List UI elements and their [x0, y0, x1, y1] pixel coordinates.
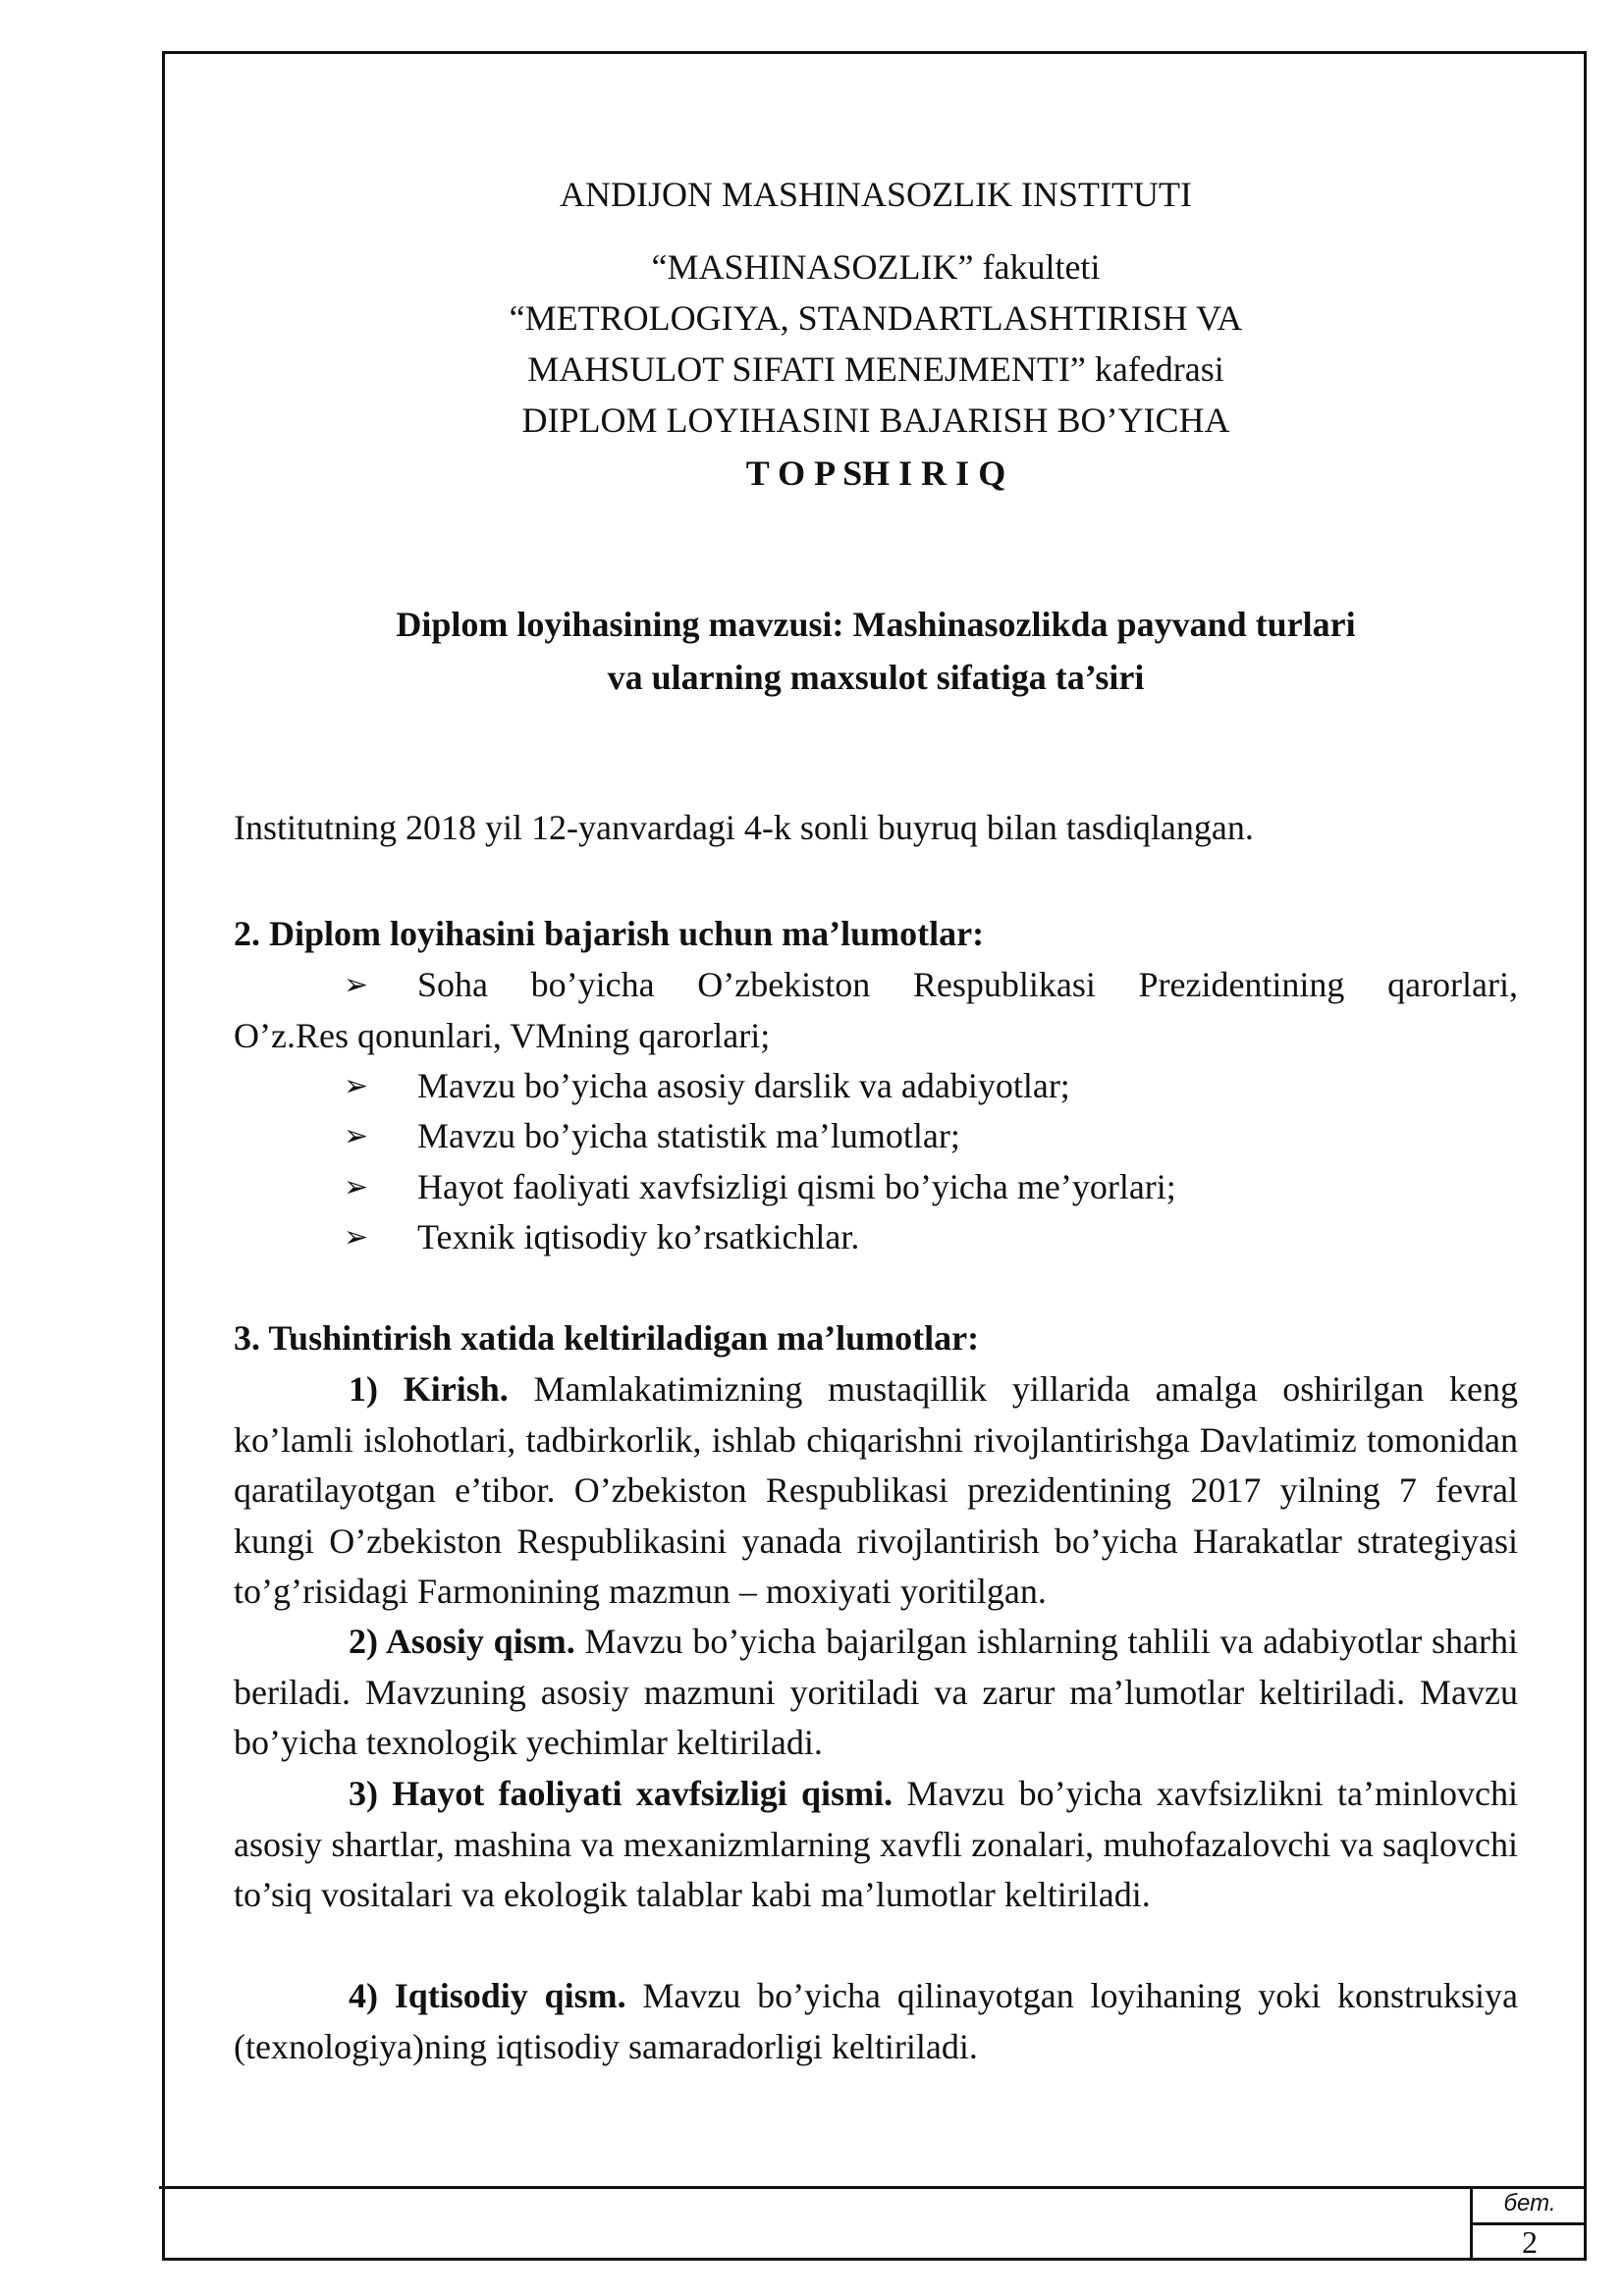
- page-label: бет.: [1503, 2190, 1556, 2216]
- approval-statement: Institutning 2018 yil 12-yanvardagi 4-k sonli buyruq bilan tasdiqlangan.: [234, 808, 1254, 847]
- paragraph-heading: 2) Asosiy qism.: [349, 1622, 575, 1661]
- arrowhead-bullet-icon: ➢: [344, 1069, 369, 1103]
- paragraph-introduction: [234, 1364, 1518, 1618]
- paragraph-heading: 1) Kirish.: [349, 1369, 509, 1409]
- arrowhead-bullet-icon: ➢: [344, 1119, 369, 1153]
- arrowhead-bullet-icon: ➢: [344, 1170, 369, 1204]
- faculty-name: “MASHINASOZLIK” fakulteti: [651, 247, 1101, 287]
- paragraph-text: Mavzu bo’yicha qilinayotgan loyihaning yoki konstruksiya (texnologiya)ning iqtisodiy samaradorligi keltiriladi.: [234, 1976, 1518, 2066]
- topic-line-2: va ularning maxsulot sifatiga ta’siri: [607, 658, 1145, 697]
- list-item-text: Texnik iqtisodiy ko’rsatkichlar.: [417, 1217, 860, 1256]
- arrowhead-bullet-icon: ➢: [344, 968, 369, 1002]
- arrowhead-bullet-icon: ➢: [344, 1220, 369, 1255]
- department-line-1: “METROLOGIYA, STANDARTLASHTIRISH VA: [509, 298, 1243, 338]
- department-line-2: MAHSULOT SIFATI MENEJMENTI” kafedrasi: [527, 349, 1224, 389]
- paragraph-main-part: [234, 1617, 1518, 1769]
- paragraph-text: Mavzu bo’yicha bajarilgan ishlarning tahlili va adabiyotlar sharhi beriladi. Mavzuning asosiy mazmuni yoritiladi va zarur ma’lumotlar keltiriladi. Mavzu bo’yicha texnologik yechimlar keltiriladi.: [234, 1622, 1519, 1762]
- list-item: [344, 1061, 1518, 1112]
- list-item: [344, 1111, 1518, 1162]
- list-item-text-line-1: Soha bo’yicha O’zbekiston Respublikasi Prezidentining qarorlari,: [417, 965, 1518, 1004]
- page-number: 2: [1522, 2224, 1538, 2260]
- paragraph-heading: 3) Hayot faoliyati xavfsizligi qismi.: [349, 1774, 893, 1813]
- list-item-text: Mavzu bo’yicha asosiy darslik va adabiyotlar;: [417, 1066, 1070, 1105]
- list-item: [344, 1212, 1518, 1263]
- list-item: [234, 960, 1518, 1061]
- list-item-text: Hayot faoliyati xavfsizligi qismi bo’yicha me’yorlari;: [417, 1167, 1176, 1206]
- document-type-title: T O P SH I R I Q: [745, 454, 1006, 493]
- paragraph-text: Mamlakatimizning mustaqillik yillarida amalga oshirilgan keng ko’lamli islohotlari, tadbirkorlik, ishlab chiqarishni rivojlantirishga Davlatimiz tomonidan qaratilayotgan e’tibor. O’zbekiston Respublikasi prezidentining 2017 yilning 7 fevral kungi O’zbekiston Respublikasini yanada rivojlantirish bo’yicha Harakatlar strategiyasi to’g’risidagi Farmonining mazmun – moxiyati yoritilgan.: [234, 1369, 1518, 1611]
- paragraph-heading: 4) Iqtisodiy qism.: [349, 1976, 626, 2015]
- paragraph-text: Mavzu bo’yicha xavfsizlikni ta’minlovchi asosiy shartlar, mashina va mexanizmlarning xavfli zonalari, muhofazalovchi va saqlovchi to’siq vositalari va ekologik talablar kabi ma’lumotlar keltiriladi.: [234, 1774, 1518, 1914]
- topic-line-1: Diplom loyihasining mavzusi: Mashinasozlikda payvand turlari: [396, 605, 1356, 644]
- paragraph-economic-part: [234, 1971, 1518, 2072]
- list-item-text-line-2: O’z.Res qonunlari, VMning qarorlari;: [234, 1015, 771, 1055]
- section-2-title: 2. Diplom loyihasini bajarish uchun ma’lumotlar:: [234, 914, 985, 953]
- paragraph-life-safety: [234, 1769, 1518, 1921]
- title-block-divider: [159, 2186, 1587, 2189]
- list-item: [344, 1162, 1518, 1213]
- section-3-title: 3. Tushintirish xatida keltiriladigan ma’lumotlar:: [234, 1318, 980, 1358]
- purpose-line: DIPLOM LOYIHASINI BAJARISH BO’YICHA: [521, 400, 1230, 440]
- list-item-text: Mavzu bo’yicha statistik ma’lumotlar;: [417, 1116, 960, 1155]
- institute-name: ANDIJON MASHINASOZLIK INSTITUTI: [560, 175, 1192, 214]
- page-number-box: [1470, 2186, 1587, 2261]
